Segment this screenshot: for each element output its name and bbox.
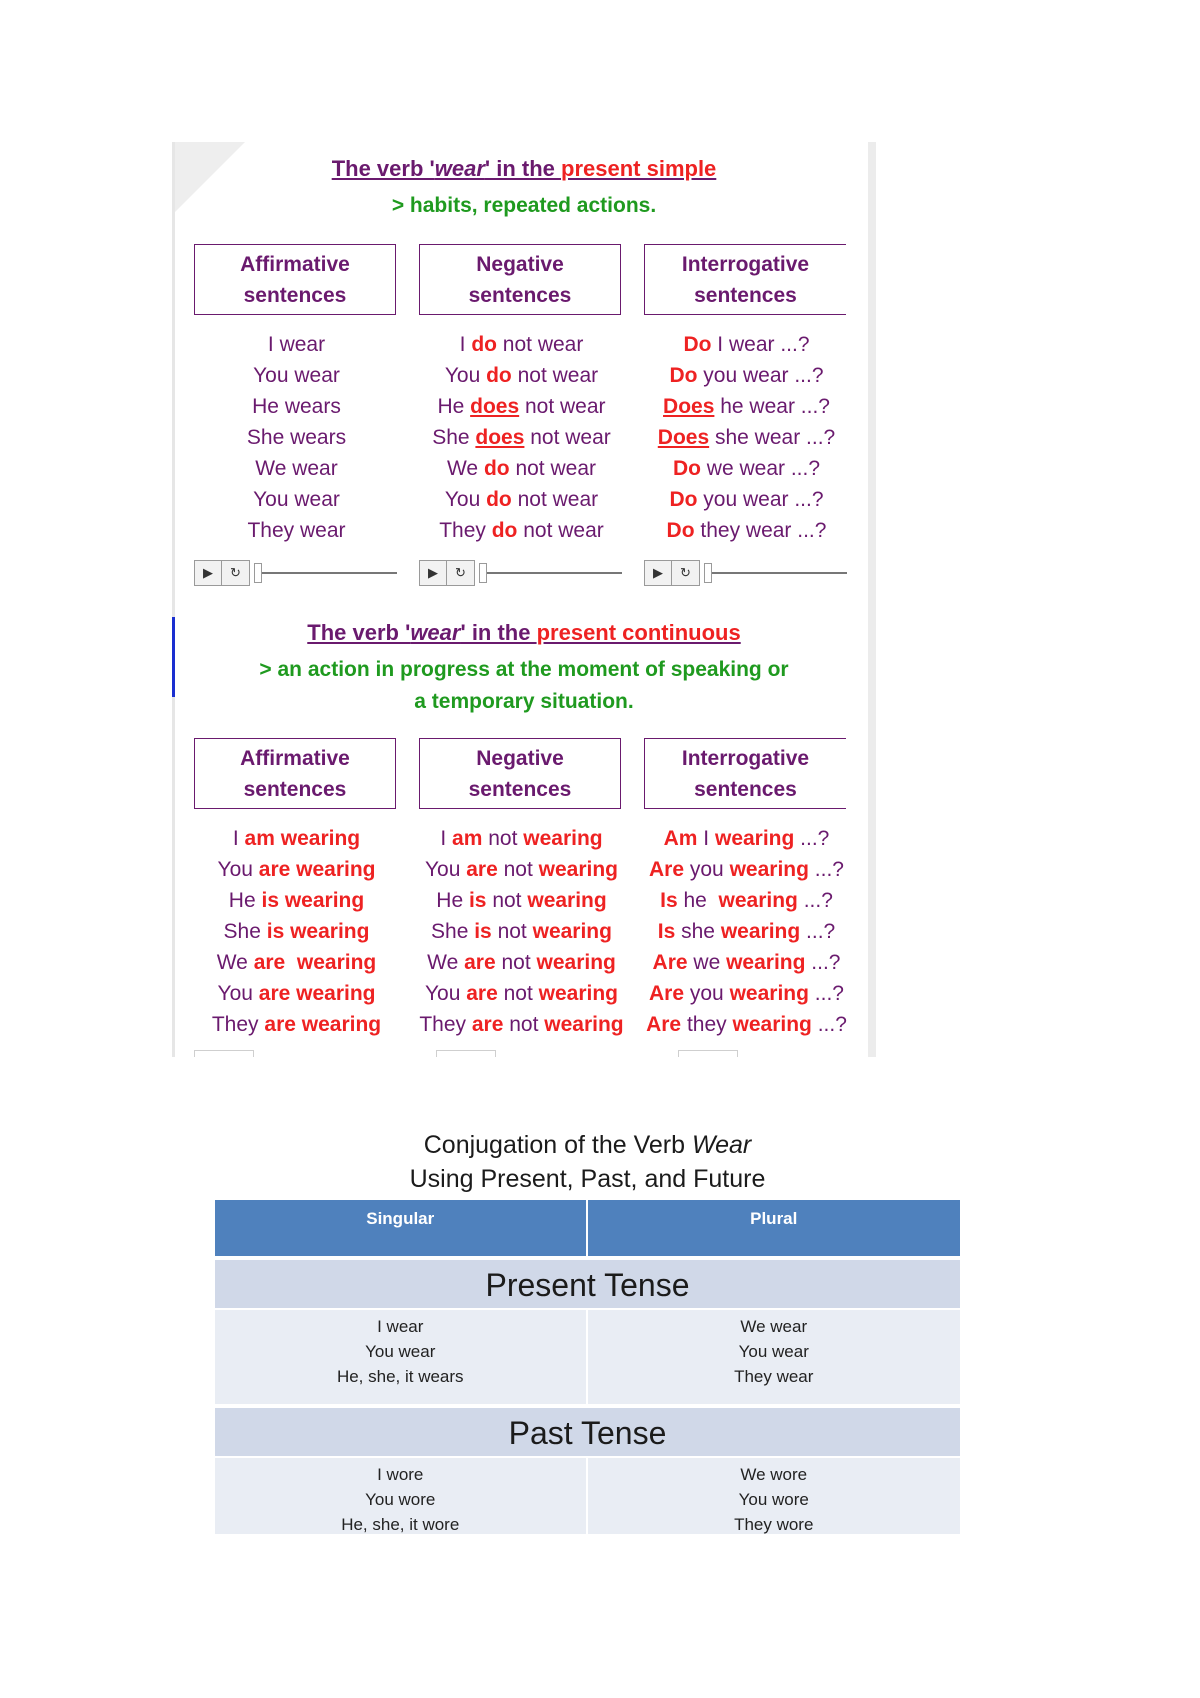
sentence-text: not wear: [524, 426, 611, 449]
verb-highlight: Do: [666, 519, 695, 542]
verb-highlight: wearing: [729, 858, 809, 881]
verb-highlight: do: [486, 488, 512, 511]
sentence-row: [194, 422, 399, 453]
sentence-row: [644, 391, 849, 422]
sentence-text: [285, 951, 297, 974]
header-line: sentences: [694, 777, 797, 801]
present-tense-row: [215, 1308, 960, 1404]
present-simple-section: [172, 156, 876, 222]
title-prefix: Conjugation of the Verb: [423, 1131, 692, 1159]
present-simple-title: [172, 156, 876, 182]
affirmative-column: [194, 738, 399, 1040]
sentence-row: [194, 854, 399, 885]
sentence-row: [194, 1009, 399, 1040]
sentence-row: [644, 823, 849, 854]
sentence-text: not wear: [509, 457, 596, 480]
conjugation-title-line2: Using Present, Past, and Future: [409, 1165, 766, 1193]
sentence-text: not: [486, 889, 528, 912]
verb-highlight: wearing: [536, 951, 616, 974]
conjugation-form: He, she, it wears: [336, 1367, 464, 1386]
sentence-row: [194, 391, 399, 422]
sentence-text: not: [491, 920, 533, 943]
verb-highlight: Are: [646, 1013, 682, 1036]
panel-edge: [172, 142, 175, 1057]
verb-highlight: Is: [660, 889, 678, 912]
conjugation-form: You wore: [365, 1490, 436, 1509]
verb-highlight: wearing: [284, 889, 365, 912]
verb-highlight: wearing: [296, 951, 377, 974]
sentence-list: [419, 329, 624, 546]
replay-icon[interactable]: ↻: [447, 560, 475, 586]
sentence-text: I wear ...?: [711, 333, 810, 356]
sentence-text: You: [217, 982, 259, 1005]
sentence-row: [419, 453, 624, 484]
seek-handle[interactable]: [479, 563, 487, 583]
past-plural-cell: [588, 1458, 961, 1534]
sentence-text: they: [681, 1013, 733, 1036]
header-singular: Singular: [215, 1200, 588, 1256]
negative-header: [419, 244, 621, 315]
cropped-players: [194, 1050, 850, 1057]
sentence-text: He: [228, 889, 262, 912]
sentence-row: [419, 916, 624, 947]
seek-handle[interactable]: [254, 563, 262, 583]
verb-highlight: wearing: [296, 858, 376, 881]
conjugation-form: I wore: [377, 1465, 424, 1484]
sentence-row: [194, 453, 399, 484]
sentence-row: [419, 978, 624, 1009]
sentence-row: [419, 1009, 624, 1040]
sentence-text: ...?: [797, 889, 833, 912]
sentence-text: not wear: [517, 519, 604, 542]
present-continuous-section: [172, 620, 876, 718]
verb-highlight: wearing: [714, 827, 795, 850]
verb-highlight: wearing: [532, 920, 612, 943]
conjugation-form: I wear: [377, 1317, 424, 1336]
verb-highlight: wearing: [527, 889, 607, 912]
replay-icon[interactable]: ↻: [222, 560, 250, 586]
present-simple-subtitle: > habits, repeated actions.: [391, 194, 657, 217]
verb-highlight: is: [474, 920, 492, 943]
negative-column: [419, 244, 624, 586]
header-line: sentences: [468, 777, 572, 801]
sentence-row: [644, 947, 849, 978]
sentence-row: [644, 329, 849, 360]
sentence-row: [194, 360, 399, 391]
sentence-text: You wear: [253, 488, 340, 511]
affirmative-header: [194, 244, 396, 315]
seek-track[interactable]: [262, 572, 397, 574]
title-tense: present simple: [561, 156, 717, 181]
sentence-text: we: [687, 951, 727, 974]
verb-highlight: does: [475, 426, 525, 449]
sentence-row: [419, 854, 624, 885]
verb-highlight: Does: [663, 395, 715, 418]
sentence-text: I wear: [267, 333, 326, 356]
interrogative-header: [644, 244, 846, 315]
present-continuous-title: [172, 620, 876, 646]
present-simple-columns: [194, 244, 850, 586]
verb-highlight: are: [471, 1013, 504, 1036]
sentence-row: [419, 422, 624, 453]
sentence-text: we wear ...?: [700, 457, 821, 480]
sentence-text: She: [223, 920, 267, 943]
sentence-text: We: [216, 951, 254, 974]
verb-highlight: is: [261, 889, 279, 912]
verb-highlight: Does: [657, 426, 710, 449]
audio-player: [419, 560, 624, 586]
sentence-row: [419, 391, 624, 422]
sentence-text: I: [459, 333, 472, 356]
verb-highlight: Are: [652, 951, 688, 974]
subtitle-line: > an action in progress at the moment of speaking or: [259, 658, 789, 681]
sentence-row: [419, 329, 624, 360]
sentence-text: They: [439, 519, 492, 542]
sentence-text: He: [436, 889, 469, 912]
verb-highlight: wearing: [732, 1013, 812, 1036]
audio-player: [194, 560, 399, 586]
verb-highlight: am: [452, 827, 483, 850]
replay-icon[interactable]: ↻: [672, 560, 700, 586]
subtitle-line: a temporary situation.: [414, 690, 634, 713]
present-tense-label: Present Tense: [215, 1256, 960, 1308]
seek-track[interactable]: [712, 572, 847, 574]
sentence-list: [194, 329, 399, 546]
verb-highlight: wearing: [538, 858, 619, 881]
sentence-text: not: [495, 951, 537, 974]
title-verb: wear: [410, 620, 461, 645]
verb-highlight: wearing: [720, 920, 801, 943]
sentence-row: [419, 484, 624, 515]
sentence-row: [644, 885, 849, 916]
sentence-text: ...?: [811, 1013, 847, 1036]
lesson-panel: [172, 142, 876, 1057]
conjugation-form: You wear: [738, 1342, 809, 1361]
audio-player: [644, 560, 849, 586]
sentence-text: ...?: [805, 951, 841, 974]
verb-highlight: are: [264, 1013, 296, 1036]
affirmative-header: [194, 738, 396, 809]
sentence-row: [419, 885, 624, 916]
sentence-text: We: [427, 951, 465, 974]
title-part: ' in the: [460, 620, 537, 645]
verb-highlight: wearing: [538, 982, 619, 1005]
sentence-row: [419, 515, 624, 546]
sentence-text: You wear: [253, 364, 340, 387]
negative-column: [419, 738, 624, 1040]
title-part: The verb ': [331, 156, 435, 181]
verb-highlight: wearing: [523, 827, 603, 850]
sentence-text: ...?: [800, 920, 836, 943]
sentence-text: They wear: [247, 519, 346, 542]
sentence-text: You: [424, 982, 467, 1005]
past-tense-label: Past Tense: [215, 1404, 960, 1456]
conjugation-form: They wear: [734, 1367, 814, 1386]
present-continuous-subtitle: [172, 654, 876, 718]
past-tense-row: [215, 1456, 960, 1534]
verb-highlight: Do: [683, 333, 712, 356]
verb-highlight: am: [244, 827, 275, 850]
sentence-text: not: [482, 827, 524, 850]
seek-handle[interactable]: [704, 563, 712, 583]
past-singular-cell: [215, 1458, 588, 1534]
verb-highlight: is: [468, 889, 487, 912]
sentence-row: [419, 947, 624, 978]
sentence-row: [194, 515, 399, 546]
sentence-row: [419, 823, 624, 854]
sentence-row: [644, 1009, 849, 1040]
present-singular-cell: [215, 1310, 588, 1404]
sentence-text: He wears: [252, 395, 341, 418]
verb-highlight: wearing: [544, 1013, 624, 1036]
conjugation-table: [215, 1200, 960, 1534]
sentence-row: [644, 515, 849, 546]
sentence-text: ...?: [808, 858, 844, 881]
verb-highlight: Do: [669, 364, 698, 387]
interrogative-header: [644, 738, 846, 809]
play-icon[interactable]: ▶: [644, 560, 672, 586]
header-plural: Plural: [750, 1209, 798, 1228]
sentence-text: not wear: [519, 395, 606, 418]
title-part: ' in the: [484, 156, 562, 181]
sentence-text: You: [217, 858, 259, 881]
sentence-text: You: [424, 858, 467, 881]
conjugation-form: We wore: [740, 1465, 808, 1484]
sentence-row: [644, 978, 849, 1009]
conjugation-form: You wore: [738, 1490, 809, 1509]
sentence-text: We wear: [255, 457, 338, 480]
sentence-text: he: [677, 889, 719, 912]
header-line: Affirmative: [240, 746, 350, 770]
sentence-text: he wear ...?: [714, 395, 830, 418]
sentence-row: [644, 453, 849, 484]
sentence-text: She: [432, 426, 476, 449]
verb-highlight: do: [483, 457, 510, 480]
header-line: Interrogative: [681, 746, 810, 770]
verb-highlight: Are: [649, 982, 685, 1005]
verb-highlight: Is: [657, 920, 676, 943]
conjugation-form: You wear: [365, 1342, 436, 1361]
sentence-text: I: [697, 827, 715, 850]
verb-highlight: are: [258, 858, 291, 881]
sentence-text: They: [419, 1013, 472, 1036]
verb-highlight: wearing: [280, 827, 361, 850]
header-line: Negative: [476, 746, 564, 770]
affirmative-column: [194, 244, 399, 586]
verb-highlight: wearing: [729, 982, 809, 1005]
sentence-row: [194, 823, 399, 854]
verb-highlight: is: [266, 920, 285, 943]
header-line: sentences: [243, 283, 347, 307]
sentence-text: she wear ...?: [709, 426, 836, 449]
sentence-text: not wear: [511, 488, 599, 511]
sentence-text: I: [232, 827, 245, 850]
title-part: The verb ': [307, 620, 411, 645]
header-line: sentences: [694, 283, 797, 307]
sentence-text: she: [675, 920, 721, 943]
present-continuous-columns: [194, 738, 850, 1040]
sentence-text: you: [684, 982, 730, 1005]
sentence-row: [644, 484, 849, 515]
sentence-text: not wear: [511, 364, 599, 387]
header-line: sentences: [243, 777, 347, 801]
title-tense: present continuous: [536, 620, 741, 645]
sentence-text: you: [684, 858, 730, 881]
verb-highlight: are: [466, 858, 498, 881]
sentence-text: you wear ...?: [697, 488, 824, 511]
verb-highlight: do: [486, 364, 512, 387]
header-line: Negative: [476, 252, 564, 276]
sentence-text: She wears: [246, 426, 347, 449]
sentence-text: not: [503, 1013, 545, 1036]
sentence-text: not wear: [496, 333, 584, 356]
sentence-text: you wear ...?: [697, 364, 824, 387]
sentence-text: We: [446, 457, 484, 480]
negative-header: [419, 738, 621, 809]
conjugation-title: [215, 1128, 960, 1196]
verb-highlight: wearing: [718, 889, 798, 912]
sentence-text: She: [431, 920, 475, 943]
sentence-list: [419, 823, 624, 1040]
conjugation-form: They wore: [734, 1515, 814, 1534]
sentence-list: [194, 823, 399, 1040]
seek-track[interactable]: [487, 572, 622, 574]
sentence-text: They: [211, 1013, 265, 1036]
title-verb: wear: [434, 156, 485, 181]
sentence-text: You: [444, 488, 487, 511]
header-line: Interrogative: [681, 252, 810, 276]
interrogative-column: [644, 244, 849, 586]
sentence-row: [644, 916, 849, 947]
verb-highlight: are: [253, 951, 286, 974]
sentence-row: [194, 329, 399, 360]
verb-highlight: do: [471, 333, 497, 356]
sentence-list: [644, 329, 849, 546]
sentence-row: [194, 885, 399, 916]
verb-highlight: Do: [672, 457, 701, 480]
conjugation-title-line1: [215, 1128, 960, 1162]
title-verb: Wear: [691, 1131, 752, 1159]
conjugation-form: He, she, it wore: [341, 1515, 460, 1534]
present-plural-cell: [588, 1310, 961, 1404]
sentence-text: not: [497, 858, 539, 881]
play-icon[interactable]: ▶: [419, 560, 447, 586]
sentence-text: You: [444, 364, 487, 387]
sentence-text: He: [437, 395, 471, 418]
sentence-row: [194, 947, 399, 978]
table-header: [215, 1200, 960, 1256]
sentence-row: [644, 422, 849, 453]
sentence-row: [194, 916, 399, 947]
verb-highlight: do: [491, 519, 518, 542]
verb-highlight: does: [470, 395, 520, 418]
sentence-list: [644, 823, 849, 1040]
verb-highlight: wearing: [290, 920, 370, 943]
verb-highlight: are: [258, 982, 291, 1005]
header-line: Affirmative: [240, 252, 350, 276]
sentence-text: I: [440, 827, 453, 850]
play-icon[interactable]: ▶: [194, 560, 222, 586]
interrogative-column: [644, 738, 849, 1040]
verb-highlight: Do: [669, 488, 698, 511]
verb-highlight: wearing: [301, 1013, 382, 1036]
conjugation-form: We wear: [740, 1317, 808, 1336]
sentence-text: ...?: [808, 982, 844, 1005]
verb-highlight: Am: [663, 827, 698, 850]
verb-highlight: are: [464, 951, 496, 974]
sentence-text: not: [497, 982, 539, 1005]
sentence-text: they wear ...?: [694, 519, 827, 542]
verb-highlight: wearing: [726, 951, 806, 974]
sentence-row: [644, 360, 849, 391]
sentence-row: [194, 484, 399, 515]
verb-highlight: Are: [649, 858, 685, 881]
sentence-row: [419, 360, 624, 391]
sentence-row: [644, 854, 849, 885]
sentence-row: [194, 978, 399, 1009]
verb-highlight: are: [466, 982, 498, 1005]
verb-highlight: wearing: [296, 982, 376, 1005]
header-line: sentences: [468, 283, 572, 307]
sentence-text: ...?: [794, 827, 830, 850]
